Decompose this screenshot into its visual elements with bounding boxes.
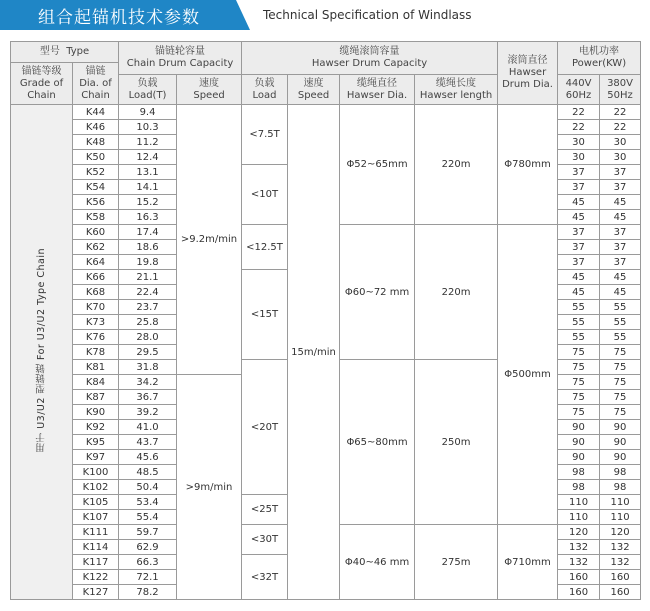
power-440v-cell: 75 bbox=[558, 405, 600, 420]
chain-load-cell: 13.1 bbox=[119, 165, 177, 180]
chain-dia-cell: K44 bbox=[73, 105, 119, 120]
power-440v-cell: 90 bbox=[558, 450, 600, 465]
hawser-load-cell: <7.5T bbox=[242, 105, 288, 165]
hawser-dia-header: 缆绳直径 Hawser Dia. bbox=[340, 75, 415, 105]
chain-drum-header: 锚链轮容量 Chain Drum Capacity bbox=[119, 42, 242, 75]
power-380v-cell: 30 bbox=[600, 135, 641, 150]
chain-load-cell: 14.1 bbox=[119, 180, 177, 195]
chain-load-cell: 12.4 bbox=[119, 150, 177, 165]
power-440v-cell: 37 bbox=[558, 225, 600, 240]
power-440v-cell: 55 bbox=[558, 330, 600, 345]
power-380v-cell: 30 bbox=[600, 150, 641, 165]
chain-load-cell: 11.2 bbox=[119, 135, 177, 150]
chain-dia-cell: K81 bbox=[73, 360, 119, 375]
hawser-length-cell: 275m bbox=[415, 525, 498, 600]
power-440v-cell: 45 bbox=[558, 285, 600, 300]
chain-load-cell: 45.6 bbox=[119, 450, 177, 465]
hawser-load-cell: <32T bbox=[242, 555, 288, 600]
chain-load-cell: 50.4 bbox=[119, 480, 177, 495]
chain-speed-cell: >9m/min bbox=[177, 375, 242, 600]
chain-load-cell: 53.4 bbox=[119, 495, 177, 510]
chain-dia-cell: K52 bbox=[73, 165, 119, 180]
chain-load-cell: 21.1 bbox=[119, 270, 177, 285]
power-380v-cell: 45 bbox=[600, 285, 641, 300]
power-380v-cell: 132 bbox=[600, 540, 641, 555]
power-380v-cell: 90 bbox=[600, 450, 641, 465]
chain-load-cell: 72.1 bbox=[119, 570, 177, 585]
chain-dia-cell: K60 bbox=[73, 225, 119, 240]
banner-title-cn: 组合起锚机技术参数 bbox=[38, 8, 200, 28]
chain-dia-cell: K54 bbox=[73, 180, 119, 195]
chain-load-cell: 48.5 bbox=[119, 465, 177, 480]
hawser-load-cell: <10T bbox=[242, 165, 288, 225]
power-380v-cell: 55 bbox=[600, 330, 641, 345]
power-440v-cell: 75 bbox=[558, 375, 600, 390]
chain-dia-cell: K100 bbox=[73, 465, 119, 480]
chain-dia-cell: K97 bbox=[73, 450, 119, 465]
chain-dia-cell: K78 bbox=[73, 345, 119, 360]
chain-dia-cell: K70 bbox=[73, 300, 119, 315]
chain-load-cell: 16.3 bbox=[119, 210, 177, 225]
power-380v-cell: 75 bbox=[600, 360, 641, 375]
chain-dia-cell: K117 bbox=[73, 555, 119, 570]
power-380v-cell: 98 bbox=[600, 480, 641, 495]
power-440v-cell: 75 bbox=[558, 345, 600, 360]
power-380v-cell: 75 bbox=[600, 390, 641, 405]
power-380v-cell: 98 bbox=[600, 465, 641, 480]
power-380v-cell: 37 bbox=[600, 180, 641, 195]
speed-header: 速度 Speed bbox=[177, 75, 242, 105]
spec-table bbox=[10, 41, 641, 600]
power-380v-cell: 45 bbox=[600, 195, 641, 210]
dia-header: 锚链 Dia. of Chain bbox=[73, 63, 119, 105]
chain-load-cell: 41.0 bbox=[119, 420, 177, 435]
power-380v-cell: 55 bbox=[600, 315, 641, 330]
chain-load-cell: 39.2 bbox=[119, 405, 177, 420]
chain-dia-cell: K90 bbox=[73, 405, 119, 420]
chain-dia-cell: K87 bbox=[73, 390, 119, 405]
hawser-dia-cell: Φ65~80mm bbox=[340, 360, 415, 525]
chain-dia-cell: K68 bbox=[73, 285, 119, 300]
chain-dia-cell: K58 bbox=[73, 210, 119, 225]
load-header: 负载 Load(T) bbox=[119, 75, 177, 105]
hawser-drum-header: 缆绳滚筒容量 Hawser Drum Capacity bbox=[242, 42, 498, 75]
power-440v-cell: 45 bbox=[558, 210, 600, 225]
power-440v-cell: 45 bbox=[558, 195, 600, 210]
power-440v-cell: 110 bbox=[558, 495, 600, 510]
chain-load-cell: 25.8 bbox=[119, 315, 177, 330]
power-440v-cell: 55 bbox=[558, 315, 600, 330]
power-380v-cell: 75 bbox=[600, 345, 641, 360]
chain-dia-cell: K111 bbox=[73, 525, 119, 540]
chain-dia-cell: K46 bbox=[73, 120, 119, 135]
power-440v-cell: 98 bbox=[558, 465, 600, 480]
hawser-dia-cell: Φ40~46 mm bbox=[340, 525, 415, 600]
power-380v-cell: 75 bbox=[600, 375, 641, 390]
chain-dia-cell: K64 bbox=[73, 255, 119, 270]
hawser-load-header: 负载 Load bbox=[242, 75, 288, 105]
chain-load-cell: 66.3 bbox=[119, 555, 177, 570]
power-440v-cell: 75 bbox=[558, 360, 600, 375]
grade-cell bbox=[11, 105, 73, 600]
hawser-length-cell: 220m bbox=[415, 105, 498, 225]
power-440v-cell: 132 bbox=[558, 555, 600, 570]
power-380v-cell: 110 bbox=[600, 510, 641, 525]
type-header: 型号 Type bbox=[11, 42, 119, 63]
hawser-length-cell: 250m bbox=[415, 360, 498, 525]
power-380v-cell: 45 bbox=[600, 210, 641, 225]
chain-load-cell: 62.9 bbox=[119, 540, 177, 555]
drum-dia-cell: Φ780mm bbox=[498, 105, 558, 225]
hawser-load-cell: <20T bbox=[242, 360, 288, 495]
power-440v-cell: 37 bbox=[558, 165, 600, 180]
chain-load-cell: 59.7 bbox=[119, 525, 177, 540]
chain-load-cell: 18.6 bbox=[119, 240, 177, 255]
drum-dia-cell: Φ500mm bbox=[498, 225, 558, 525]
power-380v-cell: 55 bbox=[600, 300, 641, 315]
power-380v-cell: 160 bbox=[600, 570, 641, 585]
power-440v-cell: 45 bbox=[558, 270, 600, 285]
chain-load-cell: 55.4 bbox=[119, 510, 177, 525]
hawser-load-cell: <15T bbox=[242, 270, 288, 360]
voltage-440-header: 440V 60Hz bbox=[558, 75, 600, 105]
power-440v-cell: 37 bbox=[558, 255, 600, 270]
power-440v-cell: 75 bbox=[558, 390, 600, 405]
chain-load-cell: 36.7 bbox=[119, 390, 177, 405]
motor-header: 电机功率 Power(KW) bbox=[558, 42, 641, 75]
chain-dia-cell: K50 bbox=[73, 150, 119, 165]
chain-load-cell: 9.4 bbox=[119, 105, 177, 120]
power-440v-cell: 22 bbox=[558, 105, 600, 120]
chain-dia-cell: K102 bbox=[73, 480, 119, 495]
chain-load-cell: 10.3 bbox=[119, 120, 177, 135]
drum-dia-header: 滚筒直径 Hawser Drum Dia. bbox=[498, 42, 558, 105]
hawser-load-cell: <12.5T bbox=[242, 225, 288, 270]
chain-dia-cell: K107 bbox=[73, 510, 119, 525]
hawser-speed-header: 速度 Speed bbox=[288, 75, 340, 105]
chain-dia-cell: K114 bbox=[73, 540, 119, 555]
chain-dia-cell: K48 bbox=[73, 135, 119, 150]
power-380v-cell: 37 bbox=[600, 225, 641, 240]
power-440v-cell: 22 bbox=[558, 120, 600, 135]
power-440v-cell: 90 bbox=[558, 435, 600, 450]
chain-speed-cell: >9.2m/min bbox=[177, 105, 242, 375]
hawser-speed-cell: 15m/min bbox=[288, 105, 340, 600]
hawser-length-header: 缆绳长度 Hawser length bbox=[415, 75, 498, 105]
chain-dia-cell: K62 bbox=[73, 240, 119, 255]
hawser-dia-cell: Φ60~72 mm bbox=[340, 225, 415, 360]
power-380v-cell: 75 bbox=[600, 405, 641, 420]
power-440v-cell: 120 bbox=[558, 525, 600, 540]
power-380v-cell: 120 bbox=[600, 525, 641, 540]
power-380v-cell: 37 bbox=[600, 165, 641, 180]
hawser-dia-cell: Φ52~65mm bbox=[340, 105, 415, 225]
grade-header: 锚链等级 Grade of Chain bbox=[11, 63, 73, 105]
power-380v-cell: 160 bbox=[600, 585, 641, 600]
power-440v-cell: 37 bbox=[558, 180, 600, 195]
hawser-length-cell: 220m bbox=[415, 225, 498, 360]
power-440v-cell: 30 bbox=[558, 150, 600, 165]
chain-dia-cell: K66 bbox=[73, 270, 119, 285]
power-440v-cell: 110 bbox=[558, 510, 600, 525]
power-440v-cell: 160 bbox=[558, 585, 600, 600]
power-440v-cell: 132 bbox=[558, 540, 600, 555]
power-440v-cell: 55 bbox=[558, 300, 600, 315]
chain-dia-cell: K84 bbox=[73, 375, 119, 390]
grade-label: 用于 U3/U2 型链链 For U3/U2 Type Chain bbox=[36, 247, 47, 453]
drum-dia-cell: Φ710mm bbox=[498, 525, 558, 600]
chain-load-cell: 31.8 bbox=[119, 360, 177, 375]
chain-dia-cell: K76 bbox=[73, 330, 119, 345]
voltage-380-header: 380V 50Hz bbox=[600, 75, 641, 105]
power-440v-cell: 90 bbox=[558, 420, 600, 435]
power-380v-cell: 45 bbox=[600, 270, 641, 285]
chain-load-cell: 78.2 bbox=[119, 585, 177, 600]
hawser-load-cell: <30T bbox=[242, 525, 288, 555]
chain-load-cell: 43.7 bbox=[119, 435, 177, 450]
chain-load-cell: 29.5 bbox=[119, 345, 177, 360]
power-380v-cell: 37 bbox=[600, 255, 641, 270]
power-440v-cell: 30 bbox=[558, 135, 600, 150]
chain-load-cell: 15.2 bbox=[119, 195, 177, 210]
power-440v-cell: 160 bbox=[558, 570, 600, 585]
chain-load-cell: 34.2 bbox=[119, 375, 177, 390]
chain-load-cell: 23.7 bbox=[119, 300, 177, 315]
chain-load-cell: 17.4 bbox=[119, 225, 177, 240]
chain-dia-cell: K56 bbox=[73, 195, 119, 210]
power-380v-cell: 22 bbox=[600, 105, 641, 120]
banner-title-en: Technical Specification of Windlass bbox=[263, 8, 472, 22]
spec-table-body bbox=[11, 105, 641, 600]
power-380v-cell: 90 bbox=[600, 420, 641, 435]
chain-dia-cell: K127 bbox=[73, 585, 119, 600]
power-380v-cell: 37 bbox=[600, 240, 641, 255]
hawser-load-cell: <25T bbox=[242, 495, 288, 525]
power-380v-cell: 90 bbox=[600, 435, 641, 450]
chain-load-cell: 19.8 bbox=[119, 255, 177, 270]
chain-load-cell: 28.0 bbox=[119, 330, 177, 345]
power-440v-cell: 37 bbox=[558, 240, 600, 255]
chain-dia-cell: K73 bbox=[73, 315, 119, 330]
chain-dia-cell: K92 bbox=[73, 420, 119, 435]
chain-dia-cell: K105 bbox=[73, 495, 119, 510]
chain-dia-cell: K95 bbox=[73, 435, 119, 450]
power-380v-cell: 110 bbox=[600, 495, 641, 510]
chain-dia-cell: K122 bbox=[73, 570, 119, 585]
power-380v-cell: 132 bbox=[600, 555, 641, 570]
power-380v-cell: 22 bbox=[600, 120, 641, 135]
power-440v-cell: 98 bbox=[558, 480, 600, 495]
table-row bbox=[11, 105, 641, 120]
chain-load-cell: 22.4 bbox=[119, 285, 177, 300]
